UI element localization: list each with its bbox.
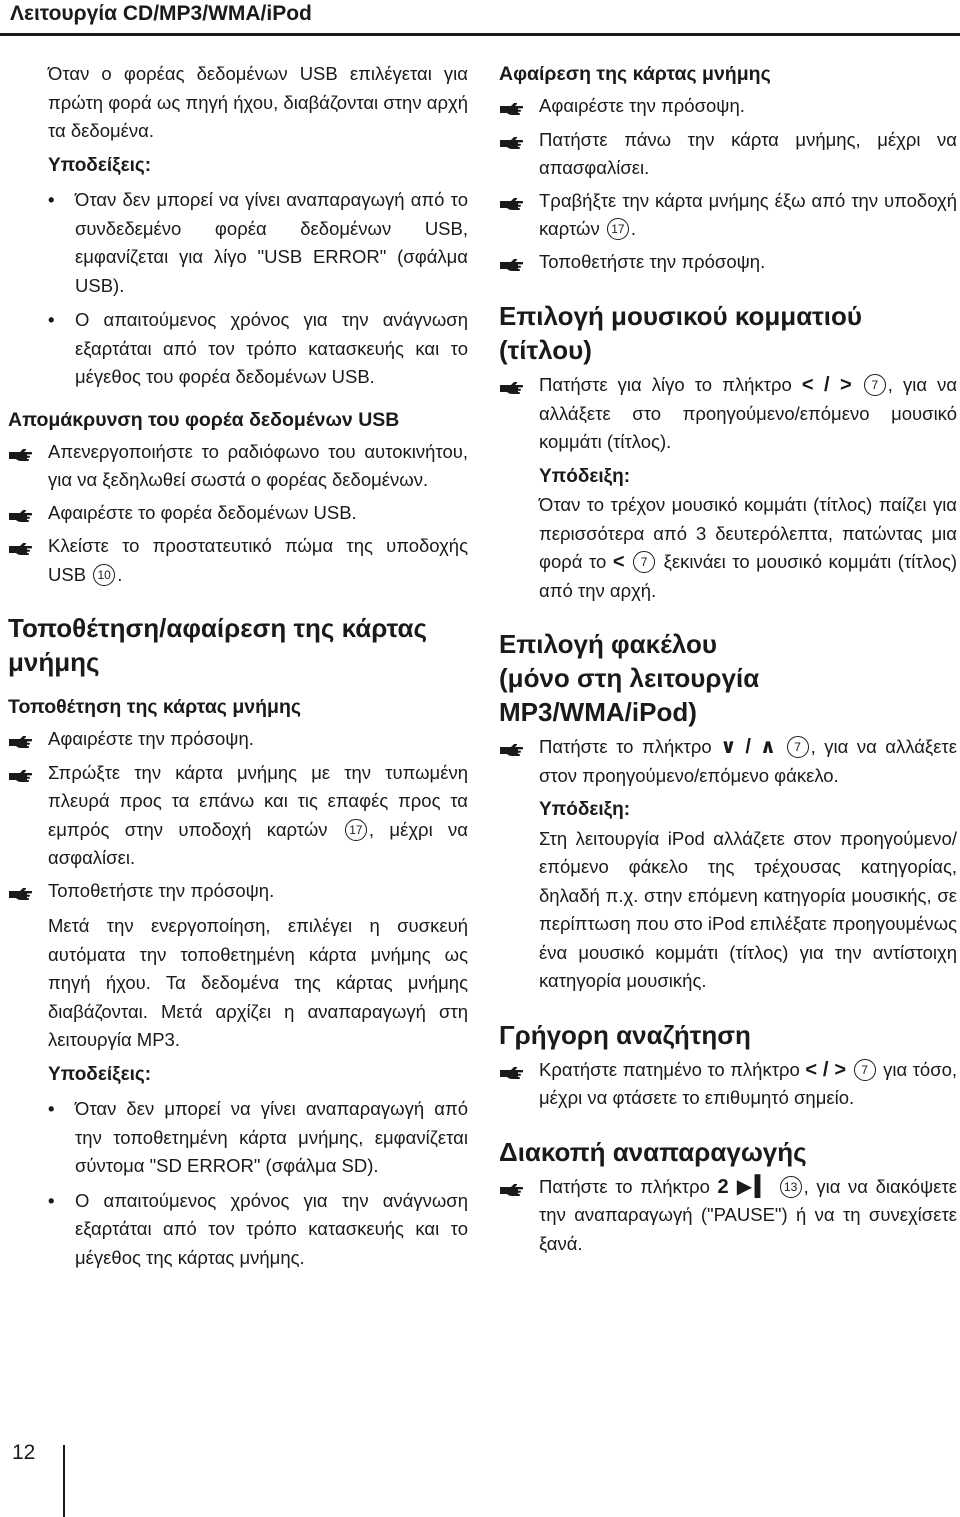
list-item — [48, 1095, 468, 1181]
footer-divider — [63, 1445, 65, 1517]
notes-heading-usb: Υποδείξεις: — [48, 154, 152, 176]
step-text: Αφαιρέστε την πρόσοψη. — [539, 95, 745, 116]
action-step — [499, 733, 957, 790]
step-text: Πατήστε για λίγο το πλήκτρο < / > 7 , για να αλλάξετε στο προηγούμενο/επόμενο μουσικό κομμάτι (τίτλος). — [539, 374, 958, 452]
up-down-key-symbol: ∨ / ∧ — [720, 736, 777, 758]
section-heading-card: Τοποθέτηση/αφαίρεση της κάρτας μνήμης — [8, 613, 428, 677]
ref-number-badge: 17 — [607, 218, 629, 240]
note-heading-track: Υπόδειξη: — [539, 465, 631, 487]
step-text: Απενεργοποιήστε το ραδιόφωνο του αυτοκινήτου, για να ξεδηλωθεί σωστά ο φορέας δεδομένων. — [48, 440, 468, 490]
action-step — [499, 92, 957, 122]
section-heading-folder: Επιλογή φακέλου — [499, 629, 718, 659]
play-pause-key-symbol: 2 ▶▍ — [717, 1175, 770, 1198]
step-text: Κρατήστε πατημένο το πλήκτρο < / > 7 για τόσο, μέχρι να φτάσετε το επιθυμητό σημείο. — [539, 1058, 958, 1108]
action-step — [499, 248, 957, 278]
step-text: Πατήστε πάνω την κάρτα μνήμης, μέχρι να απασφαλίσει. — [539, 128, 957, 178]
left-column — [8, 60, 468, 1272]
pointing-hand-icon — [8, 759, 48, 873]
action-step — [499, 1056, 957, 1113]
pointing-hand-icon — [8, 725, 48, 755]
step-text: Σπρώξτε την κάρτα μνήμης με την τυπωμένη πλευρά προς τα επάνω και τις επαφές προς τα εμπρός στην υποδοχή καρτών 17 , μέχρι να ασφαλίσει. — [48, 761, 468, 868]
action-step — [8, 438, 468, 495]
right-column — [499, 60, 957, 1258]
step-text: Αφαιρέστε την πρόσοψη. — [48, 728, 254, 749]
action-step — [8, 877, 468, 907]
notes-heading-card: Υποδείξεις: — [48, 1063, 152, 1085]
step-text: Τραβήξτε την κάρτα μνήμης έξω από την υποδοχή καρτών 17 . — [539, 189, 957, 239]
note-text: Όταν δεν μπορεί να γίνει αναπαραγωγή από την τοποθετημένη κάρτα μνήμης, εμφανίζεται σύντομα "SD ERROR" (σφάλμα SD). — [75, 1098, 468, 1176]
track-note-paragraph: Όταν το τρέχον μουσικό κομμάτι (τίτλος) παίζει για περισσότερα από 3 δευτερόλεπτα, πατώντας μια φορά το < 7 ξεκινάει το μουσικό κομμάτι (τίτλος) από την αρχή. — [539, 494, 958, 601]
note-text: Ο απαιτούμενος χρόνος για την ανάγνωση εξαρτάται από τον τρόπο κατασκευής και το μέγεθος της κάρτας μνήμης. — [75, 1189, 468, 1268]
note-text: Όταν δεν μπορεί να γίνει αναπαραγωγή από το συνδεδεμένο φορέα δεδομένων USB, εμφανίζεται για λίγο "USB ERROR" (σφάλμα USB). — [75, 189, 468, 296]
pointing-hand-icon — [8, 532, 48, 589]
ref-number-badge: 7 — [854, 1059, 876, 1081]
pointing-hand-icon — [499, 126, 539, 183]
step-text: Τοποθετήστε την πρόσοψη. — [48, 879, 275, 901]
step-text: Κλείστε το προστατευτικό πώμα της υποδοχής USB 10 . — [48, 535, 468, 585]
action-step — [499, 1173, 957, 1259]
pointing-hand-icon — [499, 248, 539, 278]
header-divider — [0, 33, 960, 36]
pointing-hand-icon — [499, 92, 539, 122]
pointing-hand-icon — [8, 499, 48, 529]
section-heading-insert-card: Τοποθέτηση της κάρτας μνήμης — [8, 696, 302, 718]
action-step — [499, 371, 957, 457]
bullet-dot-icon: • — [48, 1189, 55, 1211]
prev-key-symbol: < — [612, 551, 625, 573]
action-step — [8, 725, 468, 755]
action-step — [8, 532, 468, 589]
list-item — [48, 306, 468, 392]
step-text: Αφαιρέστε το φορέα δεδομένων USB. — [48, 501, 357, 523]
pointing-hand-icon — [499, 733, 539, 790]
note-text: Ο απαιτούμενος χρόνος για την ανάγνωση εξαρτάται από τον τρόπο κατασκευής και το μέγεθος του φορέα δεδομένων USB. — [75, 309, 468, 387]
step-text: Πατήστε το πλήκτρο 2 ▶▍ 13 , για να διακόψετε την αναπαραγωγή ("PAUSE") ή να τη συνεχίσετε ξανά. — [539, 1175, 958, 1254]
note-heading-folder: Υπόδειξη: — [539, 799, 631, 820]
action-step — [8, 499, 468, 529]
pointing-hand-icon — [8, 877, 48, 907]
pointing-hand-icon — [499, 1173, 539, 1259]
action-step — [499, 187, 957, 244]
page-header-title: Λειτουργία CD/MP3/WMA/iPod — [10, 2, 312, 25]
ref-number-badge: 7 — [864, 374, 886, 396]
page-number: 12 — [12, 1441, 36, 1464]
step-text: Τοποθετήστε την πρόσοψη. — [539, 250, 766, 272]
usb-intro-paragraph: Όταν ο φορέας δεδομένων USB επιλέγεται για πρώτη φορά ως πηγή ήχου, διαβάζονται στην αρχή τα δεδομένα. — [48, 63, 468, 141]
bullet-dot-icon: • — [48, 309, 55, 330]
pointing-hand-icon — [8, 438, 48, 495]
section-heading-remove-usb: Απομάκρυνση του φορέα δεδομένων USB — [8, 408, 400, 431]
section-heading-pause: Διακοπή αναπαραγωγής — [499, 1136, 807, 1167]
list-item — [48, 186, 468, 300]
bullet-dot-icon: • — [48, 1098, 55, 1119]
insert-result-paragraph: Μετά την ενεργοποίηση, επιλέγει η συσκευή αυτόματα την τοποθετημένη κάρτα μνήμης ως πηγή ήχου. Τα δεδομένα της κάρτας μνήμης διαβάζονται. Μετά αρχίζει η αναπαραγωγή στη λειτουργία MP3. — [48, 915, 468, 1050]
prev-next-key-symbol: < / > — [801, 374, 852, 396]
ref-number-badge: 7 — [787, 736, 809, 758]
ref-number-badge: 13 — [780, 1176, 802, 1198]
pointing-hand-icon — [499, 371, 539, 457]
section-heading-remove-card: Αφαίρεση της κάρτας μνήμης — [499, 63, 771, 85]
bullet-dot-icon: • — [48, 189, 55, 210]
action-step — [499, 126, 957, 183]
folder-note-paragraph: Στη λειτουργία iPod αλλάζετε στον προηγούμενο/επόμενο φάκελο της τρέχουσας κατηγορίας, δηλαδή π.χ. στην επόμενη κατηγορία μουσικής, σε περίπτωση που στο iPod επιλέξατε προηγουμένως ένα μουσικό κομμάτι (τίτλος) για την αντίστοιχη κατηγορία μουσικής. — [539, 827, 957, 991]
ref-number-badge: 7 — [633, 551, 655, 573]
ref-number-badge: 10 — [93, 564, 115, 586]
prev-next-key-symbol: < / > — [805, 1058, 847, 1081]
section-heading-folder-mode: (μόνο στη λειτουργία MP3/WMA/iPod) — [499, 663, 760, 727]
action-step — [8, 759, 468, 873]
step-text: Πατήστε το πλήκτρο ∨ / ∧ 7 , για να αλλάξετε στον προηγούμενο/επόμενο φάκελο. — [539, 736, 957, 786]
section-heading-track: Επιλογή μουσικού κομματιού (τίτλου) — [499, 301, 863, 365]
list-item — [48, 1187, 468, 1273]
pointing-hand-icon — [499, 1056, 539, 1113]
ref-number-badge: 17 — [345, 819, 367, 841]
pointing-hand-icon — [499, 187, 539, 244]
section-heading-seek: Γρήγορη αναζήτηση — [499, 1019, 751, 1050]
